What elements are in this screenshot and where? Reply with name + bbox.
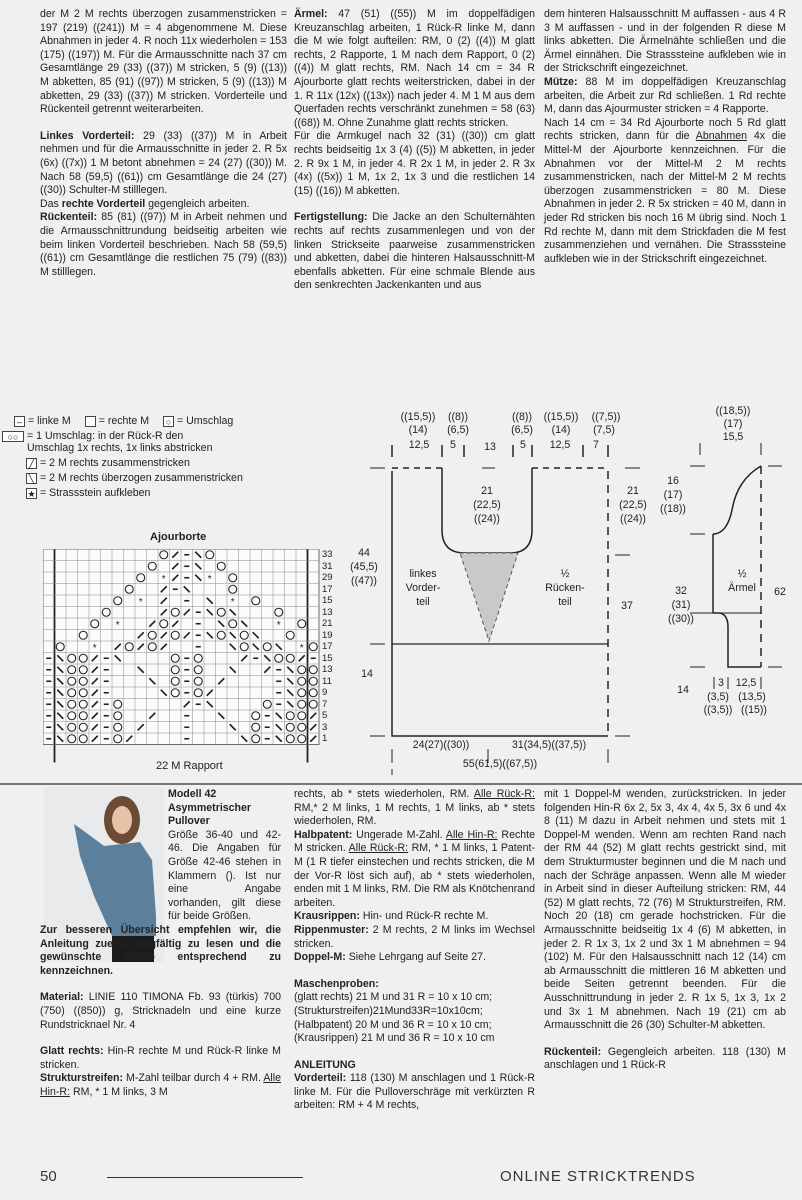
sleeve-length-label: (31) bbox=[671, 599, 691, 611]
model-title: Pullover bbox=[168, 815, 210, 828]
paragraph-muetze bbox=[544, 76, 786, 117]
armhole-label: ((24)) bbox=[620, 513, 646, 525]
paragraph-rippenmuster bbox=[294, 924, 535, 951]
legend-row bbox=[26, 456, 334, 471]
heading: Doppel-M: bbox=[294, 951, 346, 964]
row-number-label: 19 bbox=[322, 629, 333, 641]
sleeve-cap-label: 16 bbox=[667, 475, 679, 487]
piece-label: teil bbox=[558, 596, 572, 608]
knitting-chart-grid bbox=[43, 549, 320, 765]
text: RM,* 2 M links, 1 M rechts, 1 M links, ab * stets wiederholen, RM. bbox=[294, 801, 535, 828]
sleeve-total-label: 62 bbox=[774, 586, 786, 598]
sleeve-label: ½ bbox=[737, 568, 747, 580]
text: M-Zahl teilbar durch 4 + RM. bbox=[123, 1072, 264, 1085]
row-numbers bbox=[322, 549, 333, 745]
text: rechts, ab * stets wiederholen, RM. bbox=[294, 788, 474, 800]
row-number-label: 13 bbox=[322, 664, 333, 675]
armhole-label: (22,5) bbox=[619, 499, 647, 511]
piece-label: linkes bbox=[409, 568, 437, 580]
instructions-column-2 bbox=[294, 8, 535, 293]
star-mark: * bbox=[207, 573, 212, 585]
paragraph-armkugel: Für die Armkugel nach 32 (31) ((30)) cm glatt rechts beidseitig 1x 3 (4) ((5)) M abketten, in jeder 2. R 9x 1 M, in jeder 4. R 2x 1 M, in jeder 2. R 3x (4x) ((5x)) 1 M, 1x 2, 1x 3 und die restlichen 14 (15) ((16)) M abketten. bbox=[294, 130, 535, 197]
sleeve-bottom-label: ((3,5)) bbox=[703, 704, 733, 716]
row-number-label: 15 bbox=[322, 652, 333, 664]
dim-label: (14) bbox=[551, 424, 571, 436]
legend-row bbox=[26, 471, 334, 486]
sleeve-top-label: 15,5 bbox=[722, 431, 744, 443]
chart-xlabel: 22 M Rapport bbox=[156, 760, 223, 772]
dim-label: 5 bbox=[520, 439, 526, 451]
gauge-line: (Strukturstreifen)21Mund33R=10x10cm; bbox=[294, 1004, 483, 1017]
chart-legend bbox=[7, 414, 334, 501]
underlined-text: Abnahmen bbox=[695, 130, 748, 143]
bottom-front-label: 24(27)((30)) bbox=[412, 739, 470, 751]
dim-label: (14) bbox=[408, 424, 428, 436]
text: gegengleich arbeiten. bbox=[145, 197, 250, 210]
model-note: Zur besseren Übersicht empfehlen wir, die Anleitung zuerst sorgfältig zu lesen und die gewünschte Größe entsprechend zu kennzeichnen. bbox=[40, 923, 281, 977]
row-number-label: 5 bbox=[322, 710, 328, 721]
dim-label: ((15,5)) bbox=[543, 411, 579, 423]
star-mark: * bbox=[276, 619, 281, 631]
sleeve-bottom-label: ((15)) bbox=[741, 704, 767, 716]
instructions-column-5 bbox=[294, 788, 535, 1113]
sleeve-top-label: (17) bbox=[723, 418, 743, 430]
heading: Material: bbox=[40, 991, 84, 1004]
text: Rechte M stricken. bbox=[294, 828, 535, 855]
text: Hin-R rechte M und Rück-R linke M stricken. bbox=[40, 1045, 281, 1071]
neck-depth-label: 21 bbox=[481, 485, 493, 497]
double-yarn-over-symbol-icon: ○○ bbox=[2, 431, 24, 442]
model-info-column bbox=[40, 788, 281, 1099]
text: Nach 14 cm = 34 Rd Ajourborte noch 5 Rd glatt rechts stricken, dann für die bbox=[544, 116, 786, 143]
text: 88 M im doppelfädigen Kreuzanschlag arbeiten, die Arbeit zur Rd schließen. 1 Rd rechte M, dann das Ajourmuster stricken = 4 Rapporte. bbox=[544, 75, 786, 116]
text: 85 (81) ((97)) M in Arbeit nehmen und die Armausschnittrundung beidseitig arbeiten wie beim linken Vorderteil beschrieben. Nach 58 (59,5) ((61)) cm Gesamtlänge die restlichen 75 (79) ((83)) M stilllegen. bbox=[40, 211, 287, 278]
star-mark: * bbox=[138, 596, 143, 608]
text: LINIE 110 TIMONA Fb. 93 (türkis) 700 (750) ((850)) g, Stricknadeln und eine kurze Rundstricknael Nr. 4 bbox=[40, 991, 281, 1031]
dim-label: 12,5 bbox=[408, 439, 430, 451]
band-label: 14 bbox=[361, 668, 373, 680]
legend-label: = 1 Umschlag: in der Rück-R den bbox=[27, 430, 184, 442]
sleeve-bottom-label: 12,5 bbox=[735, 677, 757, 689]
text: Hin- und Rück-R rechte M. bbox=[359, 910, 489, 923]
sleeve-top-label: ((18,5)) bbox=[715, 405, 751, 417]
row-number-label: 9 bbox=[322, 687, 328, 698]
underlined-text: Alle Rück-R: bbox=[348, 842, 409, 855]
sleeve-length-label: 32 bbox=[675, 585, 687, 597]
heading: Maschenproben: bbox=[294, 977, 379, 990]
text: RM, * 1 M links, 1 Patent-M (1 R tiefer einstechen und rechts stricken, die M der Vor-R löst sich auf), ab * stets wiederholen, enden mit 1 M links, RM. Die RM als Knötchenrand arbeiten. bbox=[294, 842, 535, 909]
legend-label: = 2 M rechts überzogen zusammenstricken bbox=[40, 472, 243, 484]
legend-row bbox=[14, 414, 334, 429]
paragraph-abnahmen bbox=[544, 117, 786, 267]
heading: Linkes Vorderteil: bbox=[40, 129, 135, 142]
paragraph-doppel bbox=[294, 951, 535, 965]
heading: ANLEITUNG bbox=[294, 1058, 356, 1071]
sleeve-bottom-label: (3,5) bbox=[707, 691, 729, 703]
paragraph-struktur bbox=[40, 1072, 281, 1099]
paragraph: dem hinteren Halsausschnitt M auffassen - aus 4 R 3 M auffassen - und in der folgenden R diese M links abketten. Die Ärmelnähte schließen und die Ärmel einnähen. Die Strasssteine aufkleben wie in der Strickschrift eingezeichnet. bbox=[544, 8, 786, 75]
side-length-label: 37 bbox=[621, 600, 633, 612]
legend-label: = Strassstein aufkleben bbox=[40, 487, 151, 499]
underlined-text: Alle Rück-R: bbox=[473, 788, 535, 800]
piece-label: Vorder- bbox=[405, 582, 441, 594]
row-number-label: 11 bbox=[322, 675, 332, 687]
star-mark: * bbox=[299, 642, 304, 654]
heading: Ärmel: bbox=[294, 8, 328, 20]
underlined-text: Alle Hin-R: bbox=[40, 1072, 281, 1098]
dim-label: 5 bbox=[450, 439, 456, 451]
star-mark: * bbox=[92, 642, 97, 654]
paragraph-aermel bbox=[294, 8, 535, 130]
legend-label: = Umschlag bbox=[177, 415, 234, 427]
row-number-label: 15 bbox=[322, 595, 333, 606]
dim-label: ((7,5)) bbox=[591, 411, 621, 423]
gauge-line: (glatt rechts) 21 M und 31 R = 10 x 10 cm; bbox=[294, 991, 493, 1004]
sleeve-bottom-label: 3 bbox=[718, 677, 724, 689]
legend-label: Umschlag 1x rechts, 1x links abstricken bbox=[27, 442, 213, 454]
text: Die Jacke an den Schulternähten rechts auf rechts zusammenlegen und von der linken Strickseite paarweise zusammenstricken und abketten, dabei die hinteren Halsausschnitt-M ebenfalls abketten. Für eine schmale Blende aus den senkrechten Jackenkanten und aus bbox=[294, 211, 535, 292]
knit-symbol-icon bbox=[85, 416, 96, 427]
magazine-brand: ONLINE STRICKTRENDS bbox=[500, 1168, 696, 1185]
heading: rechte Vorderteil bbox=[61, 197, 146, 210]
gauge-line: (Krausrippen) 21 M und 36 R = 10 x 10 cm bbox=[294, 1032, 495, 1045]
k2tog-symbol-icon: ╱ bbox=[26, 458, 37, 469]
text: Gegengleich arbeiten. 118 (130) M anschlagen und 1 Rück-R bbox=[544, 1045, 786, 1072]
star-mark: * bbox=[115, 619, 120, 631]
text: 2 M rechts, 2 M links im Wechsel stricken. bbox=[294, 923, 535, 950]
star-mark: * bbox=[230, 596, 235, 608]
heading: Vorderteil: bbox=[294, 1072, 347, 1085]
dim-label: ((8)) bbox=[511, 411, 532, 423]
chart-svg bbox=[43, 549, 320, 765]
heading: Strukturstreifen: bbox=[40, 1072, 123, 1085]
paragraph: mit 1 Doppel-M wenden, zurückstricken. In jeder folgenden Hin-R 6x 2, 5x 3, 4x 4, 4x 5, 3x 6 und 4x 8 (11) M dazu in Arbeit nehmen und stets mit 1 Doppel-M wenden. Wenn am rechten Rand nach der RM 44 (52) M glatt rechts gestrickt sind, mit dem Strukturmuster beginnen und die M nach und nach der Schräge anpassen. Wenn alle M wieder in Arbeit sind in dieser Aufteilung stricken: RM, 44 (52) M glatt rechts, 72 (76) M Strukturstreifen, RM. Noch 20 (18) cm gerade hochstricken. Für die Armausschnitte beidseitig 1x 4 (6) M abketten, in jeder 2. R 1x 3, 1x 2 und 3x 1 M abnehmen = 94 (102) M. Für den Halsausschnitt nach 12 (14) cm ab Armausschnitt die mittleren 16 M abketten und beide Seiten getrennt beenden. Für die Ausschnittrundung in jeder 2. R 1x 5, 1x 3, 1x 2 und 3x 1 M abnehmen. Nach 19 (21) cm ab Armausschnitt die 26 (30) Schulter-M abketten. bbox=[544, 788, 786, 1032]
yarn-over-symbol-icon: ○ bbox=[163, 416, 174, 427]
sleeve-label: Ärmel bbox=[728, 582, 756, 594]
paragraph-halbpatent bbox=[294, 829, 535, 911]
neck-depth-label: (22,5) bbox=[473, 499, 501, 511]
sleeve-length-label: ((30)) bbox=[668, 613, 694, 625]
text: Das bbox=[40, 197, 62, 210]
star-mark: * bbox=[161, 573, 166, 585]
heading: Rippenmuster: bbox=[294, 923, 369, 936]
text: Siehe Lehrgang auf Seite 27. bbox=[345, 951, 486, 964]
heading: Krausrippen: bbox=[294, 910, 360, 923]
text: 29 (33) ((37)) M in Arbeit nehmen und für die Armausschnitte in jeder 2. R 5x (6x) ((7x)) 1 M betont abnehmen = 24 (27) ((30)) M. Nach 58 (59,5) ((61)) cm Gesamtlänge die 24 (27) ((30)) Schulter-M stilllegen. bbox=[40, 129, 287, 197]
length-label: ((47)) bbox=[351, 575, 377, 587]
text: RM, * 1 M links, 3 M bbox=[70, 1085, 168, 1098]
row-number-label: 21 bbox=[322, 618, 333, 629]
paragraph-rechtes-vorderteil bbox=[40, 198, 287, 212]
bottom-back-label: 31(34,5)((37,5)) bbox=[511, 739, 587, 751]
paragraph bbox=[294, 788, 535, 829]
dim-label: 13 bbox=[484, 441, 496, 453]
heading: Halbpatent: bbox=[294, 828, 353, 841]
instructions-column-1 bbox=[40, 8, 287, 279]
paragraph-material bbox=[40, 991, 281, 1032]
row-number-label: 3 bbox=[322, 721, 328, 733]
length-label: (45,5) bbox=[350, 561, 378, 573]
dim-label: (6,5) bbox=[447, 424, 469, 436]
length-label: 44 bbox=[358, 547, 370, 559]
heading-maschenproben bbox=[294, 978, 535, 992]
row-number-label: 29 bbox=[322, 572, 333, 583]
legend-label: = rechte M bbox=[98, 415, 150, 427]
purl-symbol-icon: – bbox=[14, 416, 25, 427]
row-number-label: 17 bbox=[322, 641, 333, 652]
paragraph-fertigstellung bbox=[294, 211, 535, 293]
bottom-total-label: 55(61,5)((67,5)) bbox=[462, 758, 538, 770]
text: 118 (130) M anschlagen und 1 Rück-R linke M. Für die Pulloverschräge mit verkürzten R arbeiten: RM + 4 M rechts, bbox=[294, 1072, 535, 1112]
piece-label: teil bbox=[416, 596, 430, 608]
star-symbol-icon: ★ bbox=[27, 489, 36, 499]
model-sizes: Größe 36-40 und 42-46. Die Angaben für Größe 42-46 stehen in Klammern (). Ist nur eine Angabe vorhanden, gilt diese für beide Größen. bbox=[168, 828, 281, 923]
armhole-label: 21 bbox=[627, 485, 639, 497]
text: 47 (51) ((55)) M im doppelfädigen Kreuzanschlag arbeiten, 1 Rück-R linke M, dann die M wie folgt aufteilen: RM, 0 (2) ((4)) M glatt rechts, 2 Rapporte, 1 M nach dem Rapport, 0 (2) ((4)) M glatt rechts, RM. Nach 14 cm = 34 R Ajourborte glatt rechts weiterstricken, dabei in der 1. R 11x (12x) ((13x)) nach jeder 4. M 1 M aus dem Querfaden rechts verschränkt zunehmen = 58 (63) ((68)) M. Ohne Zunahme glatt rechts stricken. bbox=[294, 8, 535, 129]
legend-label: = linke M bbox=[28, 415, 71, 427]
dim-label: ((15,5)) bbox=[400, 411, 436, 423]
row-number-label: 33 bbox=[322, 549, 333, 560]
section-divider bbox=[0, 783, 802, 785]
paragraph-linkes-vorderteil bbox=[40, 130, 287, 198]
heading: Glatt rechts: bbox=[40, 1045, 104, 1058]
model-title: Asymmetrischer bbox=[168, 801, 252, 814]
footer-rule bbox=[107, 1177, 303, 1178]
sleeve-band-label: 14 bbox=[677, 684, 689, 696]
dim-label: 7 bbox=[593, 439, 599, 451]
instructions-column-3 bbox=[544, 8, 786, 266]
row-number-label: 17 bbox=[322, 583, 333, 595]
heading: Rückenteil: bbox=[544, 1045, 602, 1058]
paragraph-rueckenteil bbox=[40, 211, 287, 279]
row-number-label: 31 bbox=[322, 560, 333, 572]
paragraph-glatt bbox=[40, 1045, 281, 1072]
dim-label: ((8)) bbox=[447, 411, 468, 423]
paragraph-vorderteil bbox=[294, 1072, 535, 1113]
heading: Rückenteil: bbox=[40, 211, 98, 224]
underlined-text: Alle Hin-R: bbox=[445, 828, 498, 841]
model-header bbox=[168, 788, 281, 924]
paragraph-rueckenteil bbox=[544, 1046, 786, 1073]
heading-anleitung bbox=[294, 1059, 535, 1073]
legend-row bbox=[26, 486, 334, 501]
dim-label: 12,5 bbox=[549, 439, 571, 451]
piece-label: Rücken- bbox=[545, 582, 585, 594]
dim-label: (7,5) bbox=[593, 424, 615, 436]
paragraph: der M 2 M rechts überzogen zusammenstricken = 197 (219) ((241)) M = 4 abgenommene M. Diese Abnahmen in jeder 4. R noch 11x wiederholen = 153 (175) ((197)) M. Für die Armausschnitte nach 37 cm Gesamtlänge 29 (33) ((37)) M stricken, 5 (9) ((13)) M abketten, 85 (91) ((97)) M stricken, 5 (9) ((13)) M abketten, 29 (33) ((37)) M stricken. Vorderteile und Rückenteil getrennt weiterarbeiten. bbox=[40, 8, 287, 116]
instructions-column-6 bbox=[544, 788, 786, 1073]
row-number-label: 7 bbox=[322, 698, 328, 710]
ssk-symbol-icon: ╲ bbox=[26, 473, 37, 484]
chart-title: Ajourborte bbox=[150, 531, 207, 543]
text: Ungerade M-Zahl. bbox=[352, 828, 446, 841]
gauge-line: (Halbpatent) 20 M und 36 R = 10 x 10 cm; bbox=[294, 1018, 492, 1031]
heading: Mütze: bbox=[544, 75, 578, 88]
piece-label: ½ bbox=[560, 568, 570, 580]
page-number: 50 bbox=[40, 1168, 57, 1185]
heading: Fertigstellung: bbox=[294, 211, 368, 224]
sleeve-cap-label: (17) bbox=[663, 489, 683, 501]
sleeve-cap-label: ((18)) bbox=[660, 503, 686, 515]
sleeve-bottom-label: (13,5) bbox=[738, 691, 766, 703]
dim-label: (6,5) bbox=[511, 424, 533, 436]
legend-label: = 2 M rechts zusammenstricken bbox=[40, 457, 190, 469]
text: 4x die Mittel-M der Ajourborte kennzeichnen. Für die Abnahmen vor der Mittel-M 2 M rechts zusammenstricken, nach der Mittel-M 2 M rechts überzogen zusammenstricken = 80 M. Diese Abnahmen in jeder 2. R 5x stricken = 40 M, dann in jeder Rd stricken bis noch 16 M übrig sind. Noch 1 Rd rechte M, dann mit dem Strickfaden die M fest zusammenziehen und vernähen. Die Strasssteine aufkleben wie in der Strickschrift eingezeichnet. bbox=[544, 130, 786, 265]
model-title: Modell 42 bbox=[168, 788, 217, 800]
row-number-label: 13 bbox=[322, 606, 333, 618]
row-number-label: 1 bbox=[322, 733, 328, 744]
paragraph-krausrippen bbox=[294, 910, 535, 924]
neck-depth-label: ((24)) bbox=[474, 513, 500, 525]
legend-row bbox=[27, 441, 334, 456]
